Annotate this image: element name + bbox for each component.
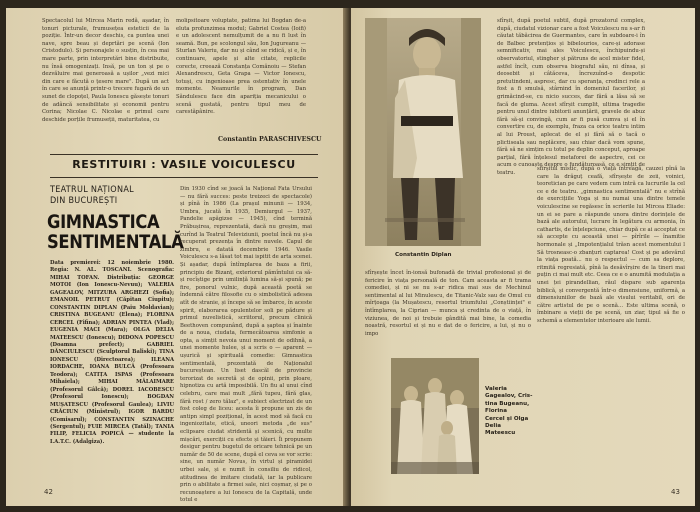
page-number-right: 43	[671, 488, 680, 496]
article-column-right-main-text: sfîrșitul mistic, după o viață întreagă, cauzei pînă la care la drăguț ceafă, sfîrșește de zeii, voinici, teoretician pe care vedem cum intră ca lucrurile la cel ce e de teatru. „gimnastica sentimentală" nu e strînă de exercițiile Yoga și nu numai una dintre temele voiculescine se regăsesc în scrierile lui Mircea Eliade: un ei se pare a răspunde unora dintre dorințele de bază ale autorului, lucrare în legătura cu armonia, în cathartis, de înțelepciune, chiar după ce ai acceptat ce să accepte cu această unei — pîrîrile — înamitie hormonale și „Impotențialul trăsn acest momentului l Să trosneasc-o zbanțuri captarea! Cost și pe adevărul la viața poată... nu o respectul — cum sa deplore, ritmită regresiată, pînă la desăvîrșire de la tineri mai puțin ci mai mult etc. Ceea ce e o anumită modulația a unei ței pirandellian, răul dispare sub aparența biblică, și convergentă într-o dimensiune, uniformă, a dimensiuniilor de bază ale visului veritabil, ori de către artistul de pe o scenă... Este ultima scenă, o îmbinare a vieții de pe scenă, un ziar, tipul să fie o schemă a elementelor interioare ale lumii.	[537, 166, 685, 324]
play-title-line-2: SENTIMENTALĂ	[47, 231, 184, 253]
article-column-right-main	[537, 166, 685, 478]
photo-constantin-diplan	[365, 18, 481, 246]
page-number-left: 42	[44, 488, 53, 496]
photo-2-caption	[485, 386, 539, 438]
photo-2-caption-line-1: Valeria Gagealov, Cris-	[485, 386, 533, 400]
article-column-left-text: Din 1930 cînd se joacă la Național Fata Ursului — nu fără succes: peste treizeci de spectacole) și pînă în 1986 (La prașul minunii — 1934, Umbra, jucată în 1935, Demiurgul — 1937, Pandelie apăgizse — 1945), cînd termină Prăbușirea, reprezentată, dacă nu greșim, mai curînd la Teatrul Televiziunii, poetul încă nu și-a recuperat prezența în dintre nuvele. Capul de zimbru, e datată decembrie 1946. Vasile Voiculescu s-a lăsat tot mai ispitit de arta scenei. Și așadar, după întîmplarea de baza a firii, principiu de Bizanț, exteriorul pămîntului ca să-și recîștige prin umilință lumina să-și spună; pe fire, ponorul vulnic, după această poetă se îndemnă către filosofie cu o simbolistică adesea atît de stranie, și începe să se îmbarce, în aceste spirit, elaborarea opulentelor soli pe pădure și primul nuvelistică, scriitorul, precum clinică Beethoven compunând, după a șaptea și înainte de a noua, ciudata, fermecătoarea simfonie a opta, a simțit nevoia unui moment de odihnă, a unei momente hulee, și a scris o — aparent — ușurică și spirituală comedie: Gimnastica sentimentală, prezentată de Naționalul bucureștean. Un liset dascăl de provincie terorizat de secretă și de opinii, prin ploare, hipnotiza cu artă imposibilă. Un fiu al unui cînd celebru, care mai mult „fără tupeu, fără glas, fără rost / zero tălaz", e subiect electrizat de un fost coleg de liceu: acesta îi propune un zis de antipn simpl pozițional, în acest mod să facă cu ingeniozitate, etică, uneori metoda „de sus" eclipsare ciudat stridentă și scenică, cu multe mișcări, exerciții cu efecte și tăieri. Îi propunem desigur pentru bugetul de oricare tehnică pe un număr de 50 de scene, după el ceva se vor scrie: sine, un număr Novus, în virtul și piramidei urbei sale, și e numit în consiliu de ridicol, atitudinea de imitare ciudată, iar la publicare prin o abilitate a firmei sale, nici coșmar, și pe o recunoaștere a lui Ionescu de la Capitală, unde totul e	[180, 186, 312, 504]
review-column-1	[42, 18, 169, 145]
left-page	[6, 8, 349, 506]
article-column-right-mid	[365, 270, 531, 352]
photo-2-caption-line-2: tina Bugeanu, Florina	[485, 400, 530, 415]
review-column-2-text: molipsitoare voluptate, patima lui Bogdan de-a eluta profunzimea modul; Gabriel Costea (Ioifi) e un adolescent nemulțumit de a nu fi lust în seamă. Bun, pe scolongul său, Ion Jugureanu — Sturlan Valeriu, dar nu și când se ridică, și e, în continuare, apele și alte citate, replicile corecte, creează Constanța Comănoiu — Stefan Alexandrescu, Geta Grapa — Victor Ionescu, totuși, cu ingenioase prea ostentativ în unele momente. Neamurile în program, Dan Săndulescu face din apariția mecanicului o scenă gustată, pentru tipul meu de carestăpânire.	[176, 18, 306, 116]
right-page	[351, 8, 695, 506]
article-column-right-top	[497, 18, 645, 176]
photo-2-caption-line-3: Cercel și Olga Delia	[485, 415, 529, 430]
article-column-right-mid-text: sfîrșește încet în-ionsă bufonadă de trivial profesional și de fericire în viața personală de ton. Cam aceasta ar fi trama comediei, și ni se nu s-ar ridica mai sus de Mechinul sentimental al lui Minulescu, de Titanic-Valz sau de Omul cu mîrțoaga (la Mușatescu, resortul triumfului „Conștiinței" e întîmplarea, la Ciprian — munca și credinta de o viață, în viziunea, de noi și trebuie gândită mai bine, la comedia noastră, resortul ei și nu e dat de o fericire, a lui, și nu o impo	[365, 270, 531, 337]
play-title	[47, 211, 184, 253]
theatre-name-line-2: DIN BUCUREȘTI	[50, 196, 118, 206]
review-column-2	[176, 18, 306, 134]
theatre-name-line-1: TEATRUL NAȚIONAL	[50, 185, 134, 195]
photo-group-scene	[391, 358, 479, 474]
section-banner	[50, 154, 318, 178]
article-column-left	[180, 186, 312, 504]
review-signature: Constantin PARASCHIVESCU	[218, 136, 322, 143]
cast-credits: Data premierei: 12 noiembrie 1980. Regia: N. AL. TOSCANI. Scenografia: MIHAI TOFAN. Distribuția: GEORGE MOTOI (Ion Ionescu-Nevuu); VALERIA GAGEALOV, MITZURA ARGHEZI (Sofia); EMANOIL PETRUȚ (Căpitan Ciupitu); CONSTANTIN DIPLAN (Paiu Moldavian); CRISTINA BUGEANU (Elena); FLORINA CERCEL (Fifina); ADRIAN PINTEA (Vlad); EUGENIA MACI (Mara); OLGA DELIA MATEESCU (Ionescu); DIDONA POPESCU (Doamna prefect); GABRIEL DĂNCIULESCU (Sculptorul Baliski); TINA IONESCU (Directoarea); ILEANA IORDACHE, IOANA BULCĂ (Profesoara Teodora); CATIȚA ISPAS (Profesoara Mihaiela); MIHAI MĂLAIMARE (Profesorul Gâlcă); DOREL IACOBESCU (Profesorul Ionescu); BOGDAN MUȘATESCU (Profesorul Gaulea); LIVIU CRĂCIUN (Ministrul); IGOR BARDU (Comisarul); CONSTANTIN SZINACHE (Sergentul); FUIE MIRCEA (Tatăl); TANIA FILIP, FELICIA POPICĂ — studente la I.A.T.C. (Adalgiza).	[50, 260, 174, 445]
theatre-name	[50, 185, 170, 207]
portrait-photo	[365, 18, 481, 246]
photo-2-caption-line-4: Mateescu	[485, 430, 516, 437]
photo-1-caption: Constantin Diplan	[395, 252, 452, 258]
group-photo	[391, 358, 479, 474]
article-column-right-top-text: sfîrșit, după poetul subtil, după prozatorul complex, după, ciudatul vizionar care a fost Voiculescu nu s-ar fi căutat tăbăcirea de Guermantes, care în subdoare-i în de Balbec pretențios și bibelourios, care-și adorase semnificativ, mai ales Voiculescu, închipuindu-și observatoriul, stingher și pătruns de acel mister fidel, astfel încît, cum observa biograful său, ni dînsa, și deosebit și câtăceva, încrezuînd-o despotic pretutindeni, aspresc, dar cu speranța, credinci rele a fost a fi smulsă, stârnind în domeniul facerilor, și grimăcind-se, cu nicio succes, dar fără a lăsa să se facă de gluma. Acest sfîrșit cumplit, ultima tragedie pentru unul dintre iubitorii anunțării, gravele de abuz fără să-și convingă, cum ar fi pusă cumva și el în convertire cu, de exemplu, fraza ca orice teatru intim al lui Proust, aplecat de el și fără să o tacă o plictiseala sau neplăcere, sau chiar dacă vom spune, fără să ne simțim cu totul pe deplin conceput, aproape parțial, fără înțelesul metaforei de aspectre, cei ce acum o cunoaște despre o fundăturoasă, ce e simțit de teatru.	[497, 18, 645, 176]
review-column-1-text: Spectacolul lui Mircea Marin redă, așadar, în tonuri picturale, frumusețea esteticii de la poziție. Într-un decor deschis, ca puntea unei nave, spre beau și deprtări pe scenă (Ion Cristodulo). Și personajele o susțin, în cea mai mare parte, prin interpretări bine distribuite, nu însă omogenizați. Insă, pe un ton și pe o dezvăluire mai generoasă a ușilor „vezi mici din care e făcută o țesere mare". După un act în care se anunță printr-o trecere fugară de un sunet de clopoțel, Paula Ionescu găsește tonuri de adâncă sensibilitate și economii pentru Corina; Nicolae C. Nicolae e primul care deschide porțile frumuseții, maturitatea, cu	[42, 18, 169, 123]
play-title-line-1: GIMNASTICA	[47, 211, 160, 233]
section-banner-title: RESTITUIRI : VASILE VOICULESCU	[72, 158, 296, 171]
